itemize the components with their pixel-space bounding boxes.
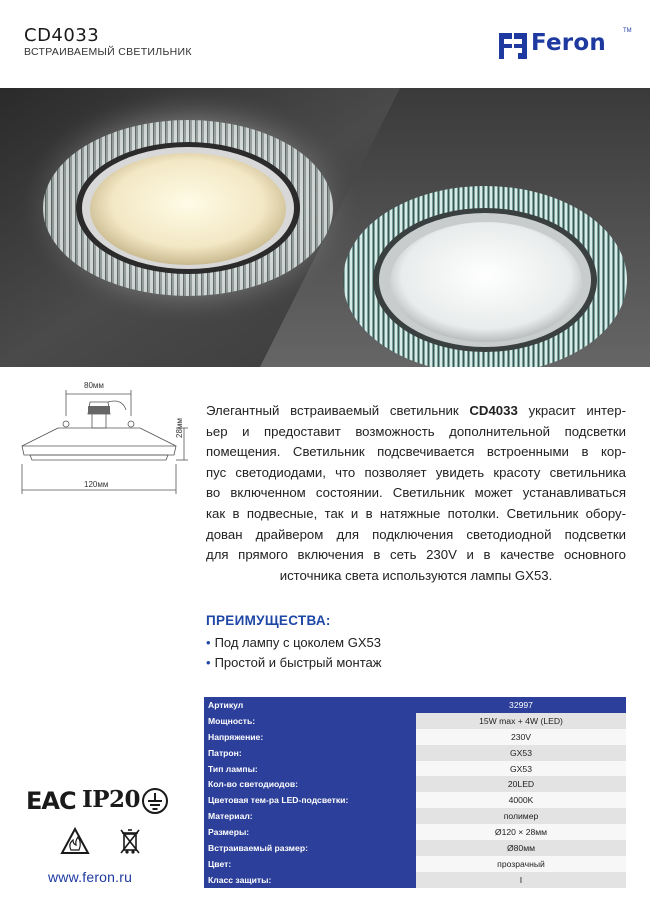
spec-row: Цвет: прозрачный — [204, 856, 626, 872]
specs-table — [204, 697, 626, 888]
spec-row: Материал: полимер — [204, 808, 626, 824]
advantages-list — [206, 633, 381, 673]
page-header — [0, 0, 650, 88]
description-line: как в подвесные, так и в натяжные потолки. Светильник обору- — [206, 505, 626, 521]
description-line: во включенном состоянии. Светильник может устанавливаться — [206, 485, 626, 501]
model-highlight: CD4033 — [469, 403, 518, 418]
advantages-title: ПРЕИМУЩЕСТВА: — [206, 613, 331, 628]
ground-icon — [140, 786, 170, 816]
product-description — [206, 401, 626, 586]
description-line: дован драйвером для подключения светодиодной подсветки — [206, 526, 626, 542]
spec-row: Размеры: Ø120 × 28мм — [204, 824, 626, 840]
description-line: ьер и предоставит возможность дополнительной подсветки — [206, 423, 626, 439]
spec-row: Напряжение: 230V — [204, 729, 626, 745]
description-line: Элегантный встраиваемый светильник CD4033 украсит интер- — [206, 403, 626, 418]
description-line: для прямого включения в сеть 230V и в качестве основного — [206, 547, 626, 563]
feron-logo — [497, 30, 632, 62]
flammable-surface-icon — [60, 826, 90, 856]
brand-name: Feron — [531, 30, 606, 56]
model-title: CD4033 — [24, 25, 100, 46]
spec-row: Патрон: GX53 — [204, 745, 626, 761]
description-line: пус светодиодами, что позволяет увидеть красоту светильника — [206, 464, 626, 480]
product-photo — [0, 88, 650, 367]
description-line: источника света используются лампы GX53. — [279, 567, 553, 583]
spec-row: Встраиваемый размер: Ø80мм — [204, 840, 626, 856]
product-subtitle: ВСТРАИВАЕМЫЙ СВЕТИЛЬНИК — [24, 46, 192, 58]
spec-row: Тип лампы: GX53 — [204, 761, 626, 777]
bullet-icon: • — [206, 655, 211, 670]
spec-row: Мощность: 15W max + 4W (LED) — [204, 713, 626, 729]
ip20-mark: IP20 — [82, 786, 141, 813]
advantage-item: • Простой и быстрый монтаж — [206, 655, 382, 670]
bullet-icon: • — [206, 635, 211, 650]
spec-row: Цветовая тем-ра LED-подсветки: 4000K — [204, 792, 626, 808]
dim-height-label: 28мм — [175, 418, 184, 438]
spec-row: Кол-во светодиодов: 20LED — [204, 776, 626, 792]
certification-marks — [22, 782, 172, 862]
dim-bottom-label: 120мм — [84, 480, 109, 489]
spec-row: Класс защиты: I — [204, 872, 626, 888]
trademark: TM — [623, 28, 632, 34]
eac-mark: EAC — [26, 787, 76, 815]
weee-bin-icon — [118, 826, 142, 856]
description-line: помещения. Светильник подсвечивается встроенными в кор- — [206, 444, 626, 460]
dim-top-label: 80мм — [84, 381, 104, 390]
advantage-item: • Под лампу с цоколем GX53 — [206, 635, 381, 650]
spec-row-article: Артикул 32997 — [204, 697, 626, 713]
dimension-diagram — [18, 380, 198, 510]
website-link[interactable]: www.feron.ru — [48, 869, 133, 885]
feron-logo-icon — [497, 31, 529, 61]
